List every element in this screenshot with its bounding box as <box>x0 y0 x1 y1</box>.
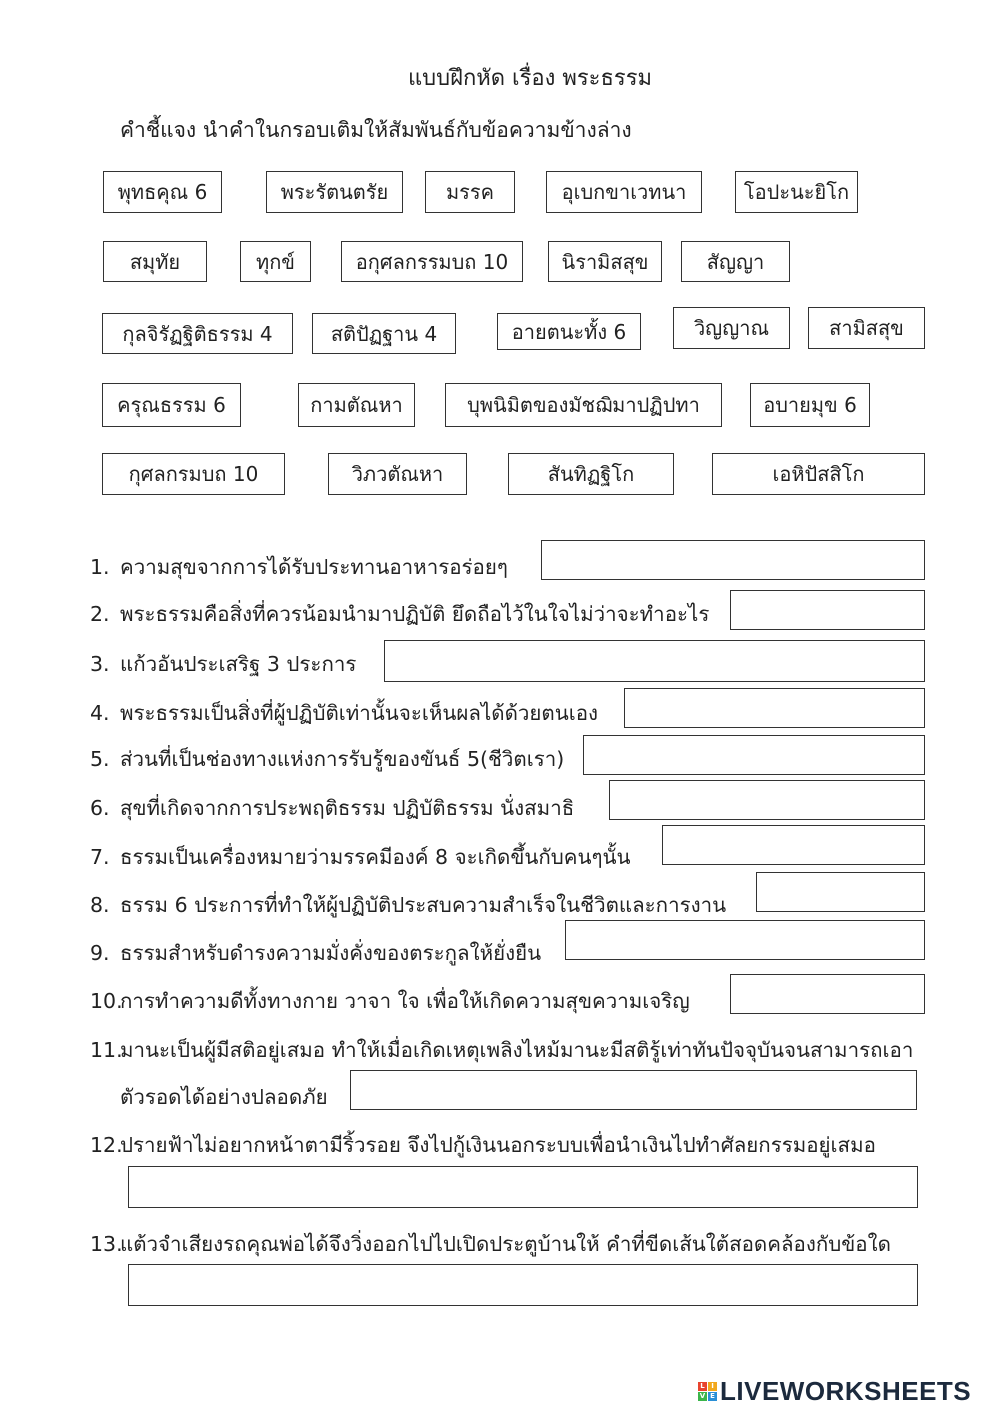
answer-box-7[interactable] <box>662 825 925 865</box>
question-text: ปรายฟ้าไม่อยากหน้าตามีริ้วรอย จึงไปกู้เงินนอกระบบเพื่อนำเงินไปทำศัลยกรรมอยู่เสมอ <box>120 1133 876 1157</box>
question-9 <box>90 937 541 970</box>
answer-box-11[interactable] <box>350 1070 917 1110</box>
word-bank-item[interactable]: กุลจิรัฏฐิติธรรม 4 <box>102 313 293 354</box>
word-bank-item[interactable]: อุเบกขาเวทนา <box>546 171 702 213</box>
answer-box-13[interactable] <box>128 1264 918 1306</box>
question-3 <box>90 648 356 681</box>
word-bank-item[interactable]: พุทธคุณ 6 <box>103 171 222 213</box>
question-text: ส่วนที่เป็นช่องทางแห่งการรับรู้ของขันธ์ 5(ชีวิตเรา) <box>120 747 565 771</box>
question-text: ตัวรอดได้อย่างปลอดภัย <box>120 1085 328 1109</box>
question-number: 3. <box>90 652 110 676</box>
question-7 <box>90 841 631 874</box>
question-number: 9. <box>90 941 110 965</box>
question-text: มานะเป็นผู้มีสติอยู่เสมอ ทำให้เมื่อเกิดเหตุเพลิงไหม้มานะมีสติรู้เท่าทันปัจจุบันจนสามารถเอา <box>120 1038 914 1062</box>
question-13 <box>90 1228 891 1261</box>
question-11-continued <box>120 1081 328 1114</box>
word-bank-item[interactable]: กามตัณหา <box>298 383 415 427</box>
word-bank-item[interactable]: พระรัตนตรัย <box>266 171 403 213</box>
word-bank-item[interactable]: สามิสสุข <box>808 307 925 349</box>
answer-box-12[interactable] <box>128 1166 918 1208</box>
word-bank-item[interactable]: บุพนิมิตของมัชฌิมาปฏิปทา <box>445 383 722 427</box>
word-bank-item[interactable]: มรรค <box>425 171 515 213</box>
question-12 <box>90 1129 876 1162</box>
answer-box-4[interactable] <box>624 688 925 728</box>
question-10 <box>90 985 690 1018</box>
word-bank-item[interactable]: กุศลกรมบถ 10 <box>102 453 285 495</box>
question-8 <box>90 889 726 922</box>
answer-box-1[interactable] <box>541 540 925 580</box>
question-6 <box>90 792 574 825</box>
question-11 <box>90 1034 913 1067</box>
word-bank-item[interactable]: นิรามิสสุข <box>548 241 662 282</box>
question-number: 13. <box>90 1232 123 1256</box>
word-bank-item[interactable]: สัญญา <box>681 241 790 282</box>
word-bank-item[interactable]: อบายมุข 6 <box>750 383 870 427</box>
question-text: ธรรมเป็นเครื่องหมายว่ามรรคมีองค์ 8 จะเกิดขึ้นกับคนๆนั้น <box>120 845 631 869</box>
logo-mark-icon <box>698 1382 717 1401</box>
question-5 <box>90 743 564 776</box>
answer-box-2[interactable] <box>730 590 925 630</box>
word-bank-item[interactable]: ครุณธรรม 6 <box>102 383 241 427</box>
logo-mark-v: V <box>699 1392 706 1400</box>
question-number: 6. <box>90 796 110 820</box>
question-1 <box>90 551 508 584</box>
question-text: ความสุขจากการได้รับประทานอาหารอร่อยๆ <box>120 555 508 579</box>
question-number: 8. <box>90 893 110 917</box>
question-text: ธรรมสำหรับดำรงความมั่งคั่งของตระกูลให้ยั่งยืน <box>120 941 542 965</box>
word-bank-item[interactable]: สติปัฏฐาน 4 <box>312 313 456 354</box>
question-text: แต้วจำเสียงรถคุณพ่อได้จึงวิ่งออกไปไปเปิดประตูบ้านให้ คำที่ขีดเส้นใต้สอดคล้องกับข้อใด <box>120 1232 891 1256</box>
answer-box-8[interactable] <box>756 872 925 912</box>
question-number: 4. <box>90 701 110 725</box>
question-number: 2. <box>90 602 110 626</box>
question-text: สุขที่เกิดจากการประพฤติธรรม ปฏิบัติธรรม นั่งสมาธิ <box>120 796 575 820</box>
word-bank-item[interactable]: ทุกข์ <box>240 241 311 282</box>
answer-box-5[interactable] <box>583 735 925 775</box>
question-text: การทำความดีทั้งทางกาย วาจา ใจ เพื่อให้เกิดความสุขความเจริญ <box>120 989 690 1013</box>
word-bank-item[interactable]: สันทิฏฐิโก <box>508 453 674 495</box>
word-bank-item[interactable]: เอหิปัสสิโก <box>712 453 925 495</box>
question-number: 7. <box>90 845 110 869</box>
word-bank-item[interactable]: อายตนะทั้ง 6 <box>497 313 641 350</box>
question-2 <box>90 598 709 631</box>
answer-box-3[interactable] <box>384 640 925 682</box>
question-number: 10. <box>90 989 123 1013</box>
word-bank-item[interactable]: อกุศลกรรมบถ 10 <box>341 241 523 282</box>
question-number: 12. <box>90 1133 123 1157</box>
answer-box-10[interactable] <box>730 974 925 1014</box>
question-number: 5. <box>90 747 110 771</box>
logo-mark-l: L <box>698 1382 707 1391</box>
logo-mark-e: E <box>708 1392 717 1401</box>
logo-mark-i: I <box>708 1382 717 1391</box>
worksheet-title: แบบฝึกหัด เรื่อง พระธรรม <box>407 66 653 91</box>
answer-box-9[interactable] <box>565 920 925 960</box>
word-bank-item[interactable]: สมุทัย <box>103 241 207 282</box>
answer-box-6[interactable] <box>609 780 925 820</box>
instruction-text: คำชี้แจง นำคำในกรอบเติมให้สัมพันธ์กับข้อความข้างล่าง <box>120 118 632 142</box>
word-bank-item[interactable]: วิภวตัณหา <box>328 453 467 495</box>
question-number: 1. <box>90 555 110 579</box>
question-number: 11. <box>90 1038 123 1062</box>
liveworksheets-logo[interactable] <box>698 1376 971 1407</box>
question-text: ธรรม 6 ประการที่ทำให้ผู้ปฏิบัติประสบความสำเร็จในชีวิตและการงาน <box>120 893 727 917</box>
question-4 <box>90 697 598 730</box>
question-text: พระธรรมคือสิ่งที่ควรน้อมนำมาปฏิบัติ ยึดถือไว้ในใจไม่ว่าจะทำอะไร <box>120 602 710 626</box>
word-bank-item[interactable]: วิญญาณ <box>673 307 790 349</box>
brand-name: LIVEWORKSHEETS <box>720 1376 972 1406</box>
question-text: แก้วอันประเสริฐ 3 ประการ <box>120 652 357 676</box>
word-bank-item[interactable]: โอปะนะยิโก <box>735 171 858 213</box>
question-text: พระธรรมเป็นสิ่งที่ผู้ปฏิบัติเท่านั้นจะเห็นผลได้ด้วยตนเอง <box>120 701 599 725</box>
